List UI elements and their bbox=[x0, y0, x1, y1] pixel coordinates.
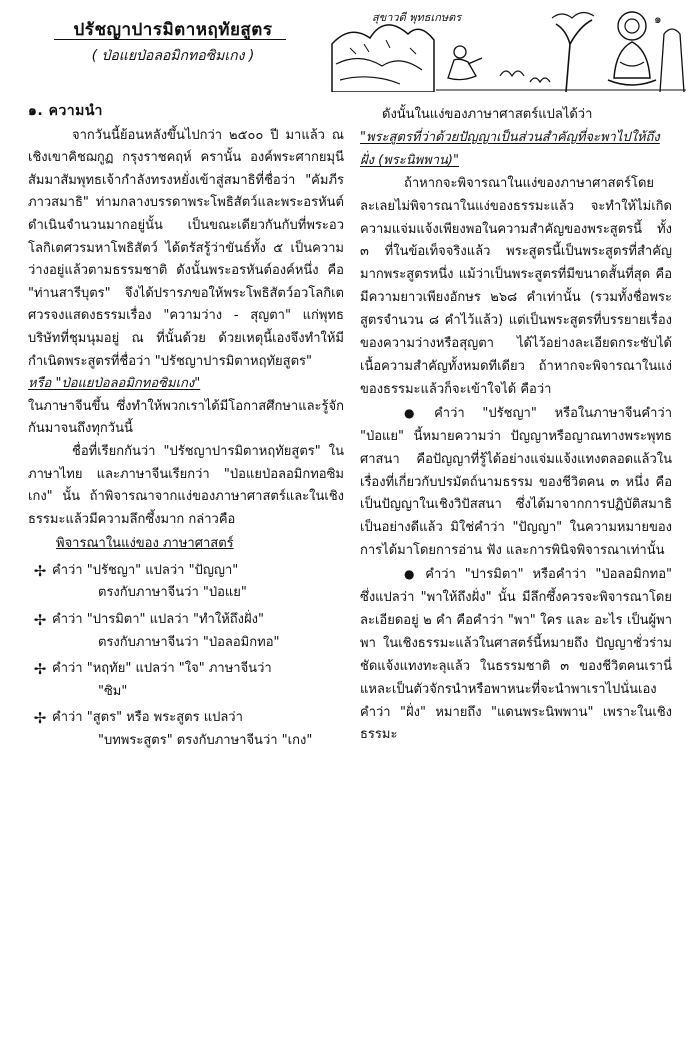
definition-line: คำว่า "สูตร" หรือ พระสูตร แปลว่า bbox=[52, 710, 243, 726]
opening-line: ดังนั้นในแง่ของภาษาศาสตร์แปลได้ว่า bbox=[382, 107, 593, 122]
definition-item bbox=[28, 560, 344, 605]
definition-line: คำว่า "ปารมิตา" แปลว่า "ทำให้ถึงฝั่ง" bbox=[52, 612, 264, 628]
paramita-text: คำว่า "ปารมิตา" หรือคำว่า "ป่อลอมิกทอ" ซึ่งแปลว่า "พาให้ถึงฝั่ง" นั้น มีลึกซึ้งควรจะพิจารณาโดยละเอียดอยู่ ๒ คำ คือคำว่า "พา" ใคร และ อะไร เป็นผู้พาพา ในเชิงธรรมะแล้วในศาสตร์นี้หมายถึง ปัญญาชั่วร่ามชัดแจ้งแทงทะลุแล้ว ในธรรมชาติ ๓ ของชีวิตคนเรานี่แหละเป็นตัวจักรนำหรือพาหนะที่จะนำพาเราไปนั่นเอง คำว่า "ฝั่ง" หมายถึง "แดนพระนิพพาน" เพราะในเชิงธรรมะ bbox=[360, 567, 672, 743]
circle-bullet-icon: ● bbox=[404, 567, 420, 582]
section-heading: ๑. ความนำ bbox=[28, 103, 103, 119]
dharma-paragraph: ถ้าหากจะพิจารณาในแง่ของภาษาศาสตร์โดยละเลยไม่พิจารณาในแง่ของธรรมะแล้ว จะทำให้ไม่เกิดความแจ่มแจ้งเพียงพอในความสำคัญของพระสูตรนี้ ทั้ง ๓ ที่ในข้อเท็จจริงแล้ว พระสูตรนี้เป็นพระสูตรที่สำคัญมากพระสูตรหนึ่ง แม้ว่าเป็นพระสูตรที่มีขนาดสั้นที่สุด คือมีความยาวเพียงอักษร ๒๖๘ คำเท่านั้น (รวมทั้งชื่อพระสูตรจำนวน ๘ คำไว้แล้ว) แต่เป็นพระสูตรที่บรรยายเรื่องของความว่างหรือสุญตา ได้ไว้อย่างละเอียดกระชับได้เนื้อความสำคัญทั้งหมดทีเดียว ถ้าหากจะพิจารณาในแง่ของธรรมะแล้วก็จะเข้าใจได้ คือว่า bbox=[360, 175, 672, 397]
page-number: ๑ bbox=[654, 12, 662, 26]
star-bullet-icon: ✢ bbox=[33, 611, 47, 630]
prajna-paragraph bbox=[360, 402, 672, 563]
title-underline bbox=[54, 39, 286, 40]
definition-line: ตรงกับภาษาจีนว่า "ป่อแย" bbox=[98, 585, 247, 601]
definition-line: "บทพระสูตร" ตรงกับภาษาจีนว่า "เกง" bbox=[98, 733, 313, 749]
right-column bbox=[360, 104, 672, 1037]
definition-line: คำว่า "ปรัชญา" แปลว่า "ปัญญา" bbox=[52, 562, 239, 578]
definition-item bbox=[28, 609, 344, 654]
name-paragraph: ชื่อที่เรียกกันว่า "ปรัชญาปารมิตาหฤทัยสูตร" ในภาษาไทย และภาษาจีนเรียกว่า "ป่อแยป่อลอมิกทอซิมเกง" นั้น ถ้าพิจารณาจากแง่ของภาษาศาสตร์และในเชิงธรรมะแล้วมีความลึกซึ้งมาก กล่าวคือ bbox=[28, 443, 344, 527]
left-column bbox=[28, 100, 344, 1037]
definition-item bbox=[28, 707, 344, 752]
after-title-paragraph: ในภาษาจีนขึ้น ซึ่งทำให้พวกเราได้มีโอกาสศึกษาและรู้จักกันมาจนถึงทุกวันนี้ bbox=[28, 398, 344, 437]
illustration-caption: สุขาวดี พุทธเกษตร bbox=[372, 11, 462, 24]
document-title: ปรัชญาปารมิตาหฤทัยสูตร bbox=[73, 20, 273, 40]
definition-line: ตรงกับภาษาจีนว่า "ป่อลอมิกทอ" bbox=[98, 634, 280, 650]
star-bullet-icon: ✢ bbox=[33, 561, 47, 580]
star-bullet-icon: ✢ bbox=[33, 660, 47, 679]
document-subtitle: ( ป่อแยป่อลอมิกทอซิมเกง ) bbox=[91, 48, 255, 64]
circle-bullet-icon: ● bbox=[404, 405, 429, 420]
alternate-title-line: หรือ "ป่อแยป่อลอมิกทอซิมเกง" bbox=[28, 376, 201, 392]
intro-paragraph: จากวันนี้ย้อนหลังขึ้นไปกว่า ๒๕๐๐ ปี มาแล้ว ณ เชิงเขาคิชฌกูฏ กรุงราชคฤห์ ครานั้น องค์พระศากยมุนีสัมมาสัมพุทธเจ้ากำลังทรงหยั่งเข้าสู่สมาธิที่ชื่อว่า "คัมภีรภาวสมาธิ" ท่ามกลางบรรดาพระโพธิสัตว์และพระอรหันต์ดำเนินจำนวนมากอยู่นั้น เป็นขณะเดียวกันกับที่พระอวโลกิเตศวรมหาโพธิสัตว์ ได้ตรัสรู้ว่าขันธ์ทั้ง ๕ เป็นความว่างอยู่แล้วตามธรรมชาติ ดังนั้นพระอรหันต์องค์หนึ่ง คือ "ท่านสารีบุตร" จึงได้ปรารภขอให้พระโพธิสัตว์อวโลกิเตศวรจงแสดงธรรมเรื่อง "ความว่าง - สุญตา" แก่พุทธบริษัทที่ชุมนุมอยู่ ณ ที่นั้นด้วย ด้วยเหตุนี้เองจึงทำให้มีกำเนิดพระสูตรที่ชื่อว่า "ปรัชญาปารมิตาหฤทัยสูตร" bbox=[28, 127, 344, 369]
definition-line: "ซิม" bbox=[98, 683, 128, 699]
star-bullet-icon: ✢ bbox=[33, 709, 47, 728]
definition-line: คำว่า "หฤทัย" แปลว่า "ใจ" ภาษาจีนว่า bbox=[52, 661, 272, 677]
definitions-heading: พิจารณาในแง่ของ ภาษาศาสตร์ bbox=[56, 536, 234, 552]
prajna-text: คำว่า "ปรัชญา" หรือในภาษาจีนคำว่า "ป่อแย" นี้หมายความว่า ปัญญาหรือญาณทางพระพุทธศาสนา คือปัญญาที่รู้ได้อย่างแจ่มแจ้งแทงตลอดแล้วในเรื่องที่เกี่ยวกับปรมัตถ์นามธรรม ของชีวิตคน ๓ หนึ่ง คือเป็นปัญญาในเชิงวิปัสสนา ซึ่งได้มาจากการปฏิบัติสมาธิเป็นอย่างดีแล้ว มิใช่คำว่า "ปัญญา" ในความหมายของการได้มาโดยการอ่าน ฟัง และการพินิจพิจารณาเท่านั้น bbox=[360, 405, 672, 559]
translation-quote: "พระสูตรที่ว่าด้วยปัญญาเป็นส่วนสำคัญที่จะพาไปให้ถึงฝั่ง (พระนิพพาน)" bbox=[360, 129, 660, 168]
paramita-paragraph bbox=[360, 563, 672, 747]
definition-item bbox=[28, 658, 344, 703]
